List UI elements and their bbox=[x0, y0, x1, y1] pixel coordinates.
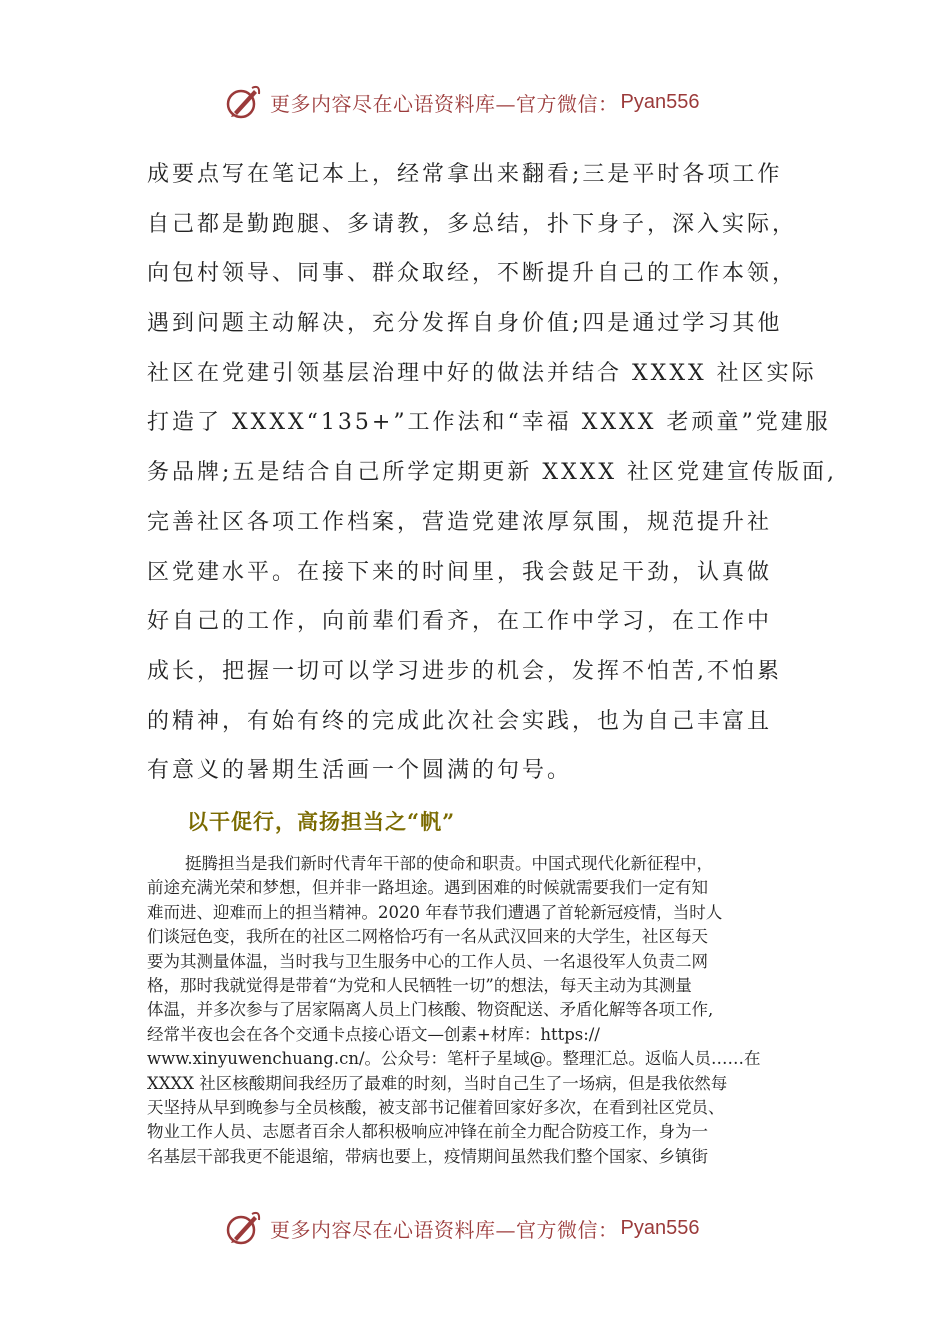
quill-pen-logo-icon bbox=[224, 82, 264, 122]
body-line: 打造了 XXXX“135+”工作法和“幸福 XXXX 老顽童”党建服 bbox=[147, 410, 831, 436]
paragraph-line: www.xinyuwenchuang.cn/。公众号：笔杆子星域@。整理汇总。返临人员……在 bbox=[147, 1049, 761, 1069]
paragraph-line: 体温，并多次参与了居家隔离人员上门核酸、物资配送、矛盾化解等各项工作, bbox=[147, 1000, 714, 1020]
body-line: 完善社区各项工作档案，营造党建浓厚氛围，规范提升社 bbox=[147, 509, 773, 535]
body-line: 向包村领导、同事、群众取经，不断提升自己的工作本领， bbox=[147, 261, 798, 287]
body-text bbox=[147, 150, 838, 796]
paragraph-line: 难而进、迎难而上的担当精神。2020 年春节我们遭遇了首轮新冠疫情，当时人 bbox=[147, 902, 723, 922]
footer-banner-handle: Pyan556 bbox=[620, 1216, 700, 1239]
paragraph-line: 格，那时我就觉得是带着“为党和人民牺牲一切”的想法，每天主动为其测量 bbox=[147, 975, 692, 995]
body-line: 遇到问题主动解决，充分发挥自身价值;四是通过学习其他 bbox=[147, 311, 783, 337]
body-line: 社区在党建引领基层治理中好的做法并结合 XXXX 社区实际 bbox=[147, 360, 817, 386]
paragraph-line: 经常半夜也会在各个交通卡点接心语文—创素+材库：https:// bbox=[147, 1024, 600, 1044]
body-line: 区党建水平。在接下来的时间里，我会鼓足干劲，认真做 bbox=[147, 559, 773, 585]
paragraph-line: 挺腾担当是我们新时代青年干部的使命和职责。中国式现代化新征程中， bbox=[185, 854, 713, 873]
body-line: 成长，把握一切可以学习进步的机会，发挥不怕苦,不怕累 bbox=[147, 658, 782, 684]
body-line: 有意义的暑期生活画一个圆满的句号。 bbox=[147, 758, 573, 784]
quill-pen-logo-icon bbox=[224, 1208, 264, 1248]
section-heading: 以干促行，高扬担当之“帆” bbox=[187, 809, 456, 834]
header-banner-text: 更多内容尽在心语资料库—官方微信： bbox=[270, 91, 619, 116]
paragraph-line: 们谈冠色变，我所在的社区二网格恰巧有一名从武汉回来的大学生，社区每天 bbox=[147, 927, 708, 947]
footer-banner-text: 更多内容尽在心语资料库—官方微信： bbox=[270, 1217, 619, 1242]
paragraph-line: XXXX 社区核酸期间我经历了最难的时刻，当时自己生了一场病，但是我依然每 bbox=[147, 1073, 728, 1093]
body-line: 自己都是勤跑腿、多请教，多总结，扑下身子，深入实际， bbox=[147, 211, 798, 237]
header-banner bbox=[224, 82, 699, 122]
body-line: 的精神，有始有终的完成此次社会实践，也为自己丰富且 bbox=[147, 708, 773, 734]
body-line: 务品牌;五是结合自己所学定期更新 XXXX 社区党建宣传版面, bbox=[147, 460, 838, 486]
body-line: 成要点写在笔记本上，经常拿出来翻看;三是平时各项工作 bbox=[147, 162, 783, 187]
body-line: 好自己的工作，向前辈们看齐，在工作中学习，在工作中 bbox=[147, 609, 773, 635]
footer-banner bbox=[224, 1208, 699, 1248]
paragraph-line: 天坚持从早到晚参与全员核酸，被支部书记催着回家好多次，在看到社区党员、 bbox=[147, 1097, 725, 1117]
paragraph-line: 物业工作人员、志愿者百余人都积极响应冲锋在前全力配合防疫工作，身为一 bbox=[147, 1122, 708, 1142]
header-banner-handle: Pyan556 bbox=[620, 90, 700, 113]
paragraph-line: 要为其测量体温，当时我与卫生服务中心的工作人员、一名退役军人负责二网 bbox=[147, 951, 708, 971]
paragraph-line: 名基层干部我更不能退缩，带病也要上，疫情期间虽然我们整个国家、乡镇街 bbox=[147, 1146, 708, 1166]
section-paragraph bbox=[147, 852, 807, 1169]
paragraph-line: 前途充满光荣和梦想，但并非一路坦途。遇到困难的时候就需要我们一定有知 bbox=[147, 878, 708, 898]
